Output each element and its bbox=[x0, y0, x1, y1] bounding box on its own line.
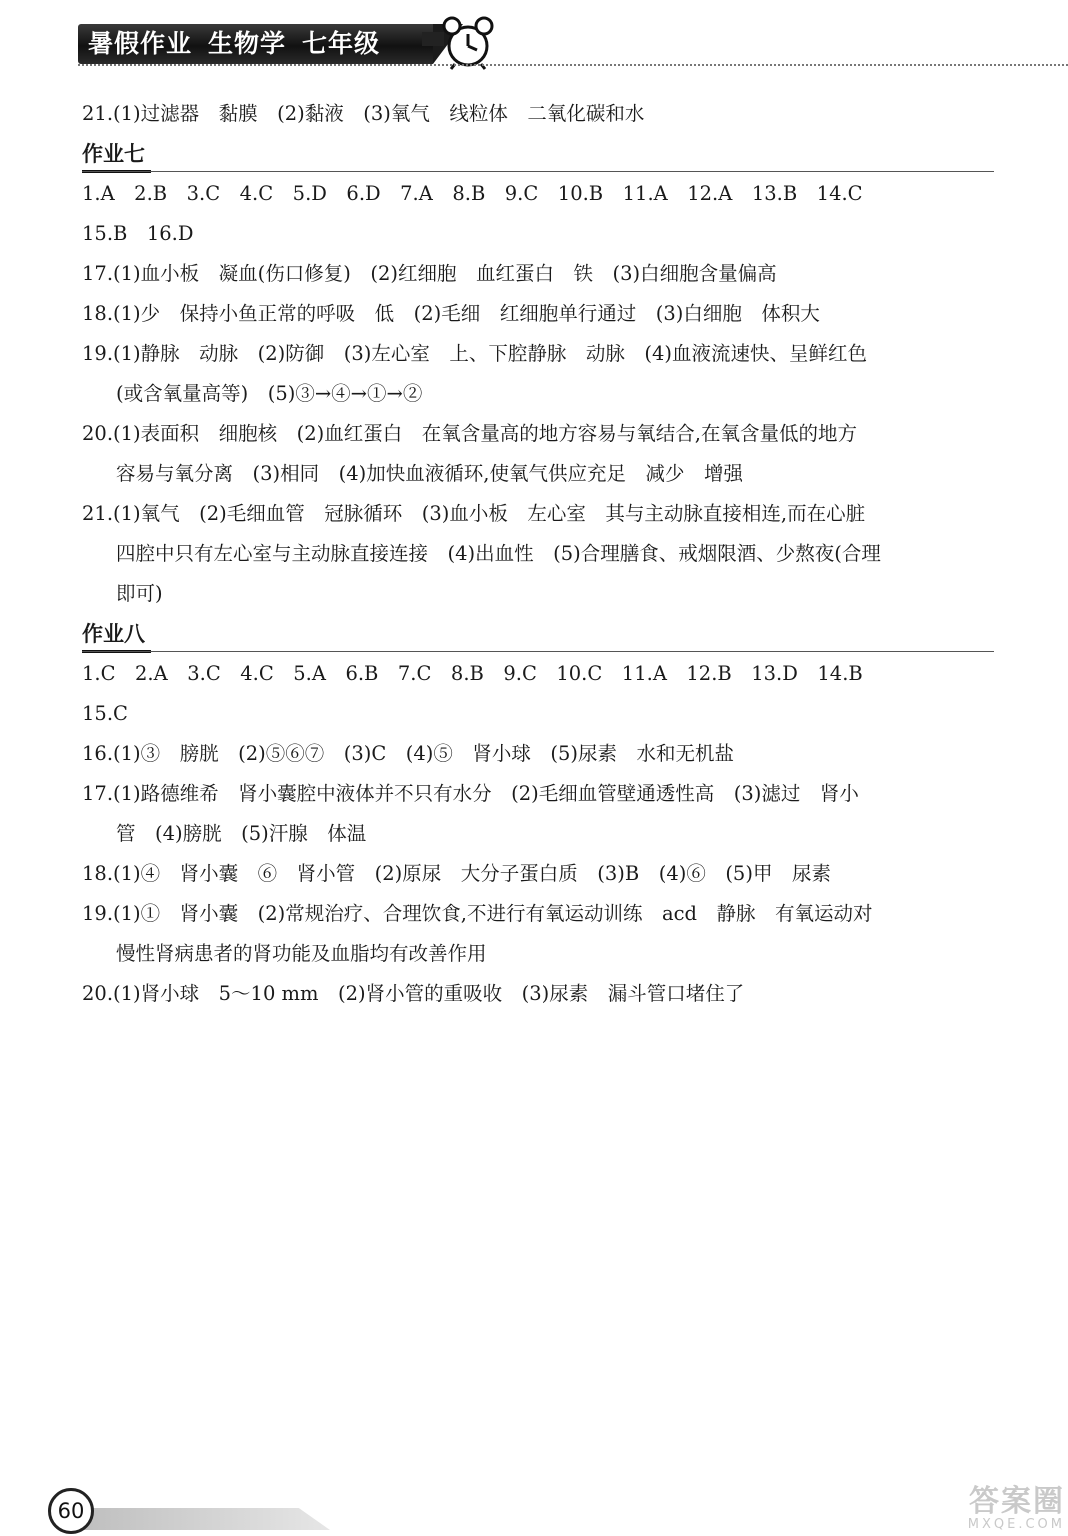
page-number: 60 bbox=[48, 1488, 94, 1534]
section-heading-homework-7 bbox=[82, 134, 994, 174]
answer-line: 15.B 16.D bbox=[82, 222, 194, 245]
header-title-part: 暑假作业 bbox=[88, 29, 193, 58]
answer-line-continued: 慢性肾病患者的肾功能及血脂均有改善作用 bbox=[116, 942, 487, 965]
watermark-url: MXQE.COM bbox=[967, 1517, 1065, 1532]
answer-line-continued: 容易与氧分离 (3)相同 (4)加快血液循环,使氧气供应充足 减少 增强 bbox=[116, 462, 743, 485]
section-title: 作业八 bbox=[82, 618, 151, 653]
watermark bbox=[890, 1486, 1065, 1534]
footer-band bbox=[70, 1508, 330, 1530]
answer-line: 1.C 2.A 3.C 4.C 5.A 6.B 7.C 8.B 9.C 10.C 11.A 12.B 13.D 14.B bbox=[82, 662, 863, 685]
answer-line: 20.(1)表面积 细胞核 (2)血红蛋白 在氧含量高的地方容易与氧结合,在氧含量低的地方 bbox=[82, 422, 857, 445]
answer-content bbox=[82, 94, 994, 1014]
answer-line-continued: 即可) bbox=[116, 582, 163, 605]
answer-line: 18.(1)少 保持小鱼正常的呼吸 低 (2)毛细 红细胞单行通过 (3)白细胞 体积大 bbox=[82, 302, 820, 325]
watermark-mark: 答案圈 bbox=[969, 1484, 1065, 1519]
answer-line: 1.A 2.B 3.C 4.C 5.D 6.D 7.A 8.B 9.C 10.B 11.A 12.A 13.B 14.C bbox=[82, 182, 863, 205]
answer-line-continued: 管 (4)膀胱 (5)汗腺 体温 bbox=[116, 822, 367, 845]
header-title-part: 生物学 bbox=[208, 29, 287, 58]
answer-line-continued: 四腔中只有左心室与主动脉直接连接 (4)出血性 (5)合理膳食、戒烟限酒、少熬夜(合理 bbox=[116, 542, 881, 565]
answer-line: 17.(1)血小板 凝血(伤口修复) (2)红细胞 血红蛋白 铁 (3)白细胞含量偏高 bbox=[82, 262, 777, 285]
answer-line: 19.(1)静脉 动脉 (2)防御 (3)左心室 上、下腔静脉 动脉 (4)血液流速快、呈鲜红色 bbox=[82, 342, 867, 365]
alarm-clock-icon bbox=[422, 14, 496, 70]
answer-line: 19.(1)① 肾小囊 (2)常规治疗、合理饮食,不进行有氧运动训练 acd 静脉 有氧运动对 bbox=[82, 902, 873, 925]
answer-line: 18.(1)④ 肾小囊 ⑥ 肾小管 (2)原尿 大分子蛋白质 (3)B (4)⑥ (5)甲 尿素 bbox=[82, 862, 831, 885]
answer-line: 20.(1)肾小球 5～10 mm (2)肾小管的重吸收 (3)尿素 漏斗管口堵住了 bbox=[82, 982, 745, 1005]
answer-line: 21.(1)过滤器 黏膜 (2)黏液 (3)氧气 线粒体 二氧化碳和水 bbox=[82, 102, 645, 125]
answer-line: 15.C bbox=[82, 702, 128, 725]
section-heading-homework-8 bbox=[82, 614, 994, 654]
answer-line-continued: (或含氧量高等) (5)③→④→①→② bbox=[116, 382, 423, 405]
answer-line: 16.(1)③ 膀胱 (2)⑤⑥⑦ (3)C (4)⑤ 肾小球 (5)尿素 水和无机盐 bbox=[82, 742, 735, 765]
header-dotted-rule bbox=[78, 64, 1068, 66]
section-title: 作业七 bbox=[82, 138, 151, 173]
page-footer bbox=[40, 1500, 340, 1536]
header-title-part: 七年级 bbox=[302, 29, 381, 58]
answer-line: 21.(1)氧气 (2)毛细血管 冠脉循环 (3)血小板 左心室 其与主动脉直接相连,而在心脏 bbox=[82, 502, 866, 525]
page-header bbox=[78, 14, 1068, 70]
header-title bbox=[88, 26, 396, 62]
answer-line: 17.(1)路德维希 肾小囊腔中液体并不只有水分 (2)毛细血管壁通透性高 (3)滤过 肾小 bbox=[82, 782, 859, 805]
